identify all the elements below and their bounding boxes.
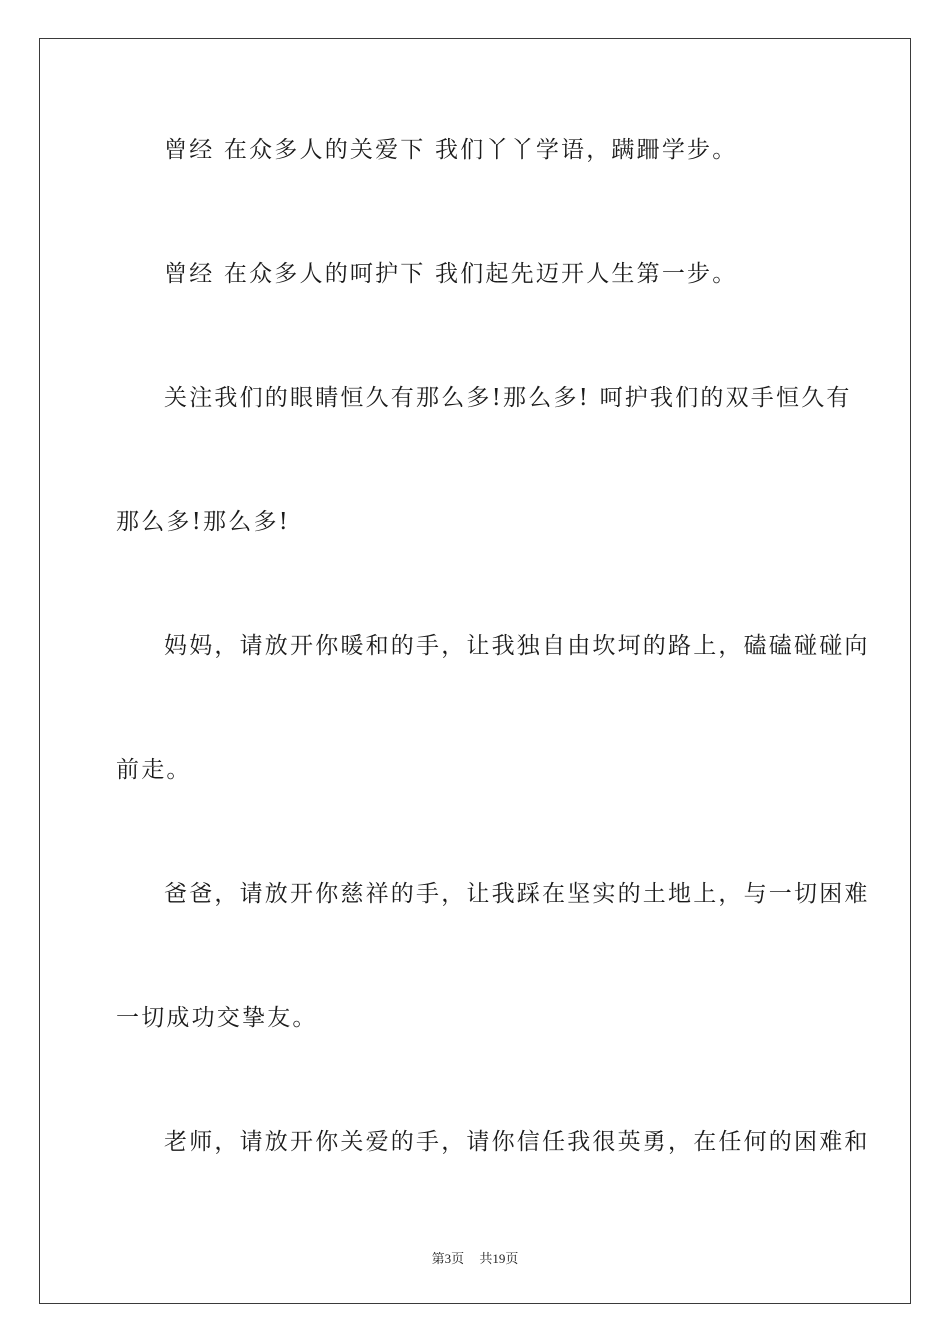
page-number: 第3页 — [431, 1251, 465, 1266]
paragraph-line-2: 曾经 在众多人的呵护下 我们起先迈开人生第一步。 — [164, 261, 738, 287]
paragraph-line-4: 那么多!那么多! — [116, 509, 291, 535]
paragraph-line-5: 妈妈，请放开你暖和的手，让我独自由坎坷的路上，磕磕碰碰向 — [164, 633, 870, 659]
page-total: 共19页 — [479, 1251, 519, 1266]
paragraph-line-3: 关注我们的眼睛恒久有那么多!那么多! 呵护我们的双手恒久有 — [164, 385, 852, 411]
paragraph-line-1: 曾经 在众多人的关爱下 我们丫丫学语，蹒跚学步。 — [164, 137, 738, 163]
paragraph-line-7: 爸爸，请放开你慈祥的手，让我踩在坚实的土地上，与一切困难 — [164, 881, 870, 907]
page-footer — [0, 1248, 950, 1267]
paragraph-line-6: 前走。 — [116, 757, 192, 783]
paragraph-line-8: 一切成功交挚友。 — [116, 1005, 318, 1031]
page-border — [39, 38, 911, 1304]
paragraph-line-9: 老师，请放开你关爱的手，请你信任我很英勇，在任何的困难和 — [164, 1129, 870, 1155]
